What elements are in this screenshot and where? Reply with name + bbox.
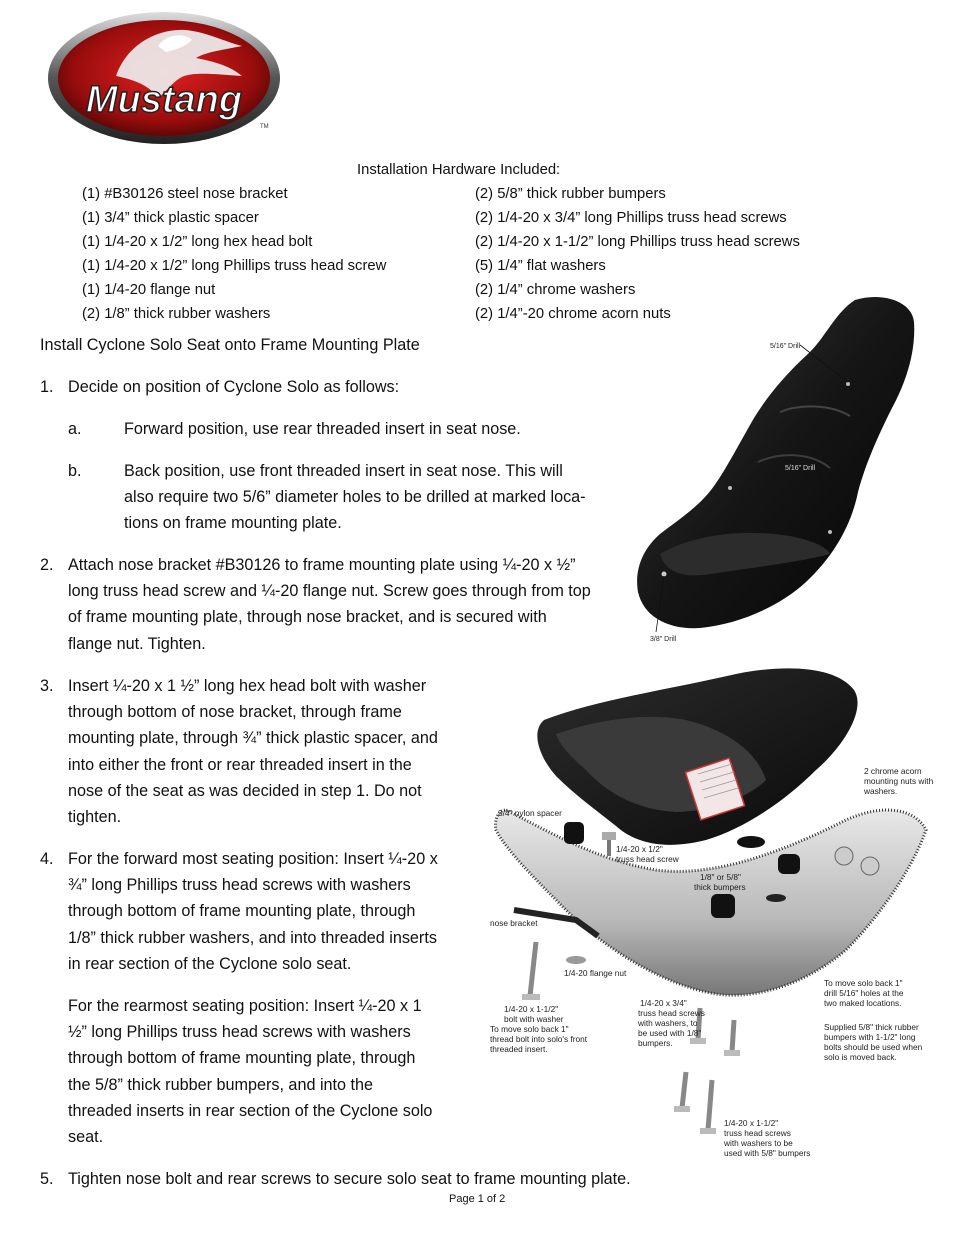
callout-label: washers. — [864, 786, 898, 796]
callout-label: truss head screws — [638, 1008, 705, 1018]
callout-label: thick bumpers — [694, 882, 746, 892]
callout-label: 1/8" or 5/8" — [700, 872, 741, 882]
hardware-item: (2) 1/4”-20 chrome acorn nuts — [475, 306, 671, 322]
step-text: through bottom of frame mounting plate, through — [68, 902, 416, 921]
callout-label: To move solo back 1" — [490, 1024, 569, 1034]
step-text: the 5/8” thick rubber bumpers, and into the — [68, 1075, 374, 1094]
hardware-item: (5) 1/4” flat washers — [475, 258, 606, 274]
hardware-item: (1) #B30126 steel nose bracket — [82, 186, 288, 202]
substep-text: Back position, use front threaded insert in seat nose. This will — [124, 462, 563, 480]
step-text: 1/8” thick rubber washers, and into threaded inserts — [68, 928, 437, 947]
callout-label: To move solo back 1" — [824, 978, 903, 988]
callout-label: mounting nuts with — [864, 776, 934, 786]
substep-text: Forward position, use rear threaded insert in seat nose. — [124, 420, 521, 438]
callout-label: used with 5/8" bumpers — [724, 1148, 811, 1158]
step-text: seat. — [68, 1128, 104, 1147]
callout-label: nose bracket — [490, 918, 538, 928]
page-number: Page 1 of 2 — [449, 1193, 506, 1205]
hardware-item: (2) 1/8” thick rubber washers — [82, 306, 271, 322]
callout-label: bumpers with 1-1/2" long — [824, 1032, 916, 1042]
drill-label: 5/16" Drill — [785, 465, 816, 472]
callout-label: truss head screw — [616, 854, 679, 864]
step-number: 5. — [40, 1170, 54, 1188]
hardware-item: (1) 1/4-20 x 1/2” long hex head bolt — [82, 234, 313, 250]
step-number: 1. — [40, 378, 54, 396]
callout-label: thread bolt into solo's front — [490, 1034, 588, 1044]
step-text: For the forward most seating position: Insert ¼-20 x — [68, 850, 438, 868]
drill-label: 3/8" Drill — [650, 636, 677, 643]
callout-label: Supplied 5/8" thick rubber — [824, 1022, 919, 1032]
callout-label: bumpers. — [638, 1038, 673, 1048]
callout-label: truss head screws — [724, 1128, 791, 1138]
hardware-item: (1) 3/4” thick plastic spacer — [82, 210, 259, 226]
callout-label: bolt with washer — [504, 1014, 564, 1024]
callout-label: 3/4" nylon spacer — [498, 808, 562, 818]
hardware-item: (2) 1/4-20 x 3/4” long Phillips truss head screws — [475, 210, 787, 226]
step-number: 2. — [40, 556, 54, 574]
step-text: through bottom of frame mounting plate, through — [68, 1049, 416, 1068]
step-text: in rear section of the Cyclone solo seat. — [68, 954, 352, 973]
step-text: long truss head screw and ¼-20 flange nut. Screw goes through from top — [68, 582, 591, 601]
callout-label: 1/4-20 x 3/4" — [640, 998, 687, 1008]
step-text: Tighten nose bolt and rear screws to secure solo seat to frame mounting plate. — [68, 1170, 631, 1188]
logo-text: Mustang — [85, 79, 243, 121]
callout-label: 1/4-20 flange nut — [564, 968, 627, 978]
substep-letter: b. — [68, 462, 82, 480]
hardware-item: (2) 1/4” chrome washers — [475, 282, 636, 298]
seat-drill-figure — [630, 292, 930, 648]
hardware-title: Installation Hardware Included: — [357, 162, 561, 178]
callout-label: 2 chrome acorn — [864, 766, 922, 776]
step-text: of frame mounting plate, through nose bracket, and is secured with — [68, 608, 547, 627]
substep-letter: a. — [68, 420, 82, 438]
step-text: into either the front or rear threaded insert in the — [68, 755, 412, 774]
callout-label: threaded insert. — [490, 1044, 548, 1054]
callout-label: be used with 1/8" — [638, 1028, 702, 1038]
step-text: flange nut. Tighten. — [68, 634, 206, 653]
callout-label: solo is moved back. — [824, 1052, 897, 1062]
callout-label: with washers to be — [724, 1138, 793, 1148]
substep-text: also require two 5/6” diameter holes to be drilled at marked loca- — [124, 488, 586, 507]
step-text: tighten. — [68, 808, 122, 827]
logo-tm: TM — [260, 124, 269, 130]
callout-label: bolts should be used when — [824, 1042, 923, 1052]
hardware-item: (2) 5/8” thick rubber bumpers — [475, 186, 666, 202]
hardware-item: (1) 1/4-20 flange nut — [82, 282, 216, 298]
step-text: Attach nose bracket #B30126 to frame mounting plate using ¼-20 x ½” — [68, 556, 576, 574]
step-text: through bottom of nose bracket, through frame — [68, 703, 402, 722]
callout-label: 1/4-20 x 1-1/2" — [504, 1004, 559, 1014]
callout-label: drill 5/16" holes at the — [824, 988, 904, 998]
callout-label: two maked locations. — [824, 998, 902, 1008]
step-number: 4. — [40, 850, 54, 868]
step-text: Decide on position of Cyclone Solo as follows: — [68, 378, 400, 396]
callout-label: 1/4-20 x 1-1/2" — [724, 1118, 779, 1128]
step-text: Insert ¼-20 x 1 ½” long hex head bolt with washer — [68, 677, 427, 695]
step-text: ½” long Phillips truss head screws with washers — [68, 1023, 411, 1042]
hardware-item: (2) 1/4-20 x 1-1/2” long Phillips truss head screws — [475, 234, 800, 250]
callout-label: 1/4-20 x 1/2" — [616, 844, 663, 854]
step-text: nose of the seat as was decided in step 1. Do not — [68, 781, 422, 800]
drill-label: 5/16" Drill — [770, 343, 801, 350]
step-text: ¾” long Phillips truss head screws with washers — [68, 876, 411, 895]
step-text: threaded inserts in rear section of the Cyclone solo — [68, 1101, 433, 1120]
intro-heading: Install Cyclone Solo Seat onto Frame Mounting Plate — [40, 336, 420, 354]
hardware-list-left — [82, 182, 386, 326]
exploded-assembly-figure — [486, 660, 946, 1160]
hardware-item: (1) 1/4-20 x 1/2” long Phillips truss head screw — [82, 258, 387, 274]
step-text: mounting plate, through ¾” thick plastic spacer, and — [68, 729, 438, 748]
step-number: 3. — [40, 677, 54, 695]
substep-text: tions on frame mounting plate. — [124, 514, 342, 533]
step-text: For the rearmost seating position: Insert ¼-20 x 1 — [68, 997, 422, 1015]
callout-label: with washers, to — [638, 1018, 698, 1028]
mustang-logo — [46, 6, 286, 146]
